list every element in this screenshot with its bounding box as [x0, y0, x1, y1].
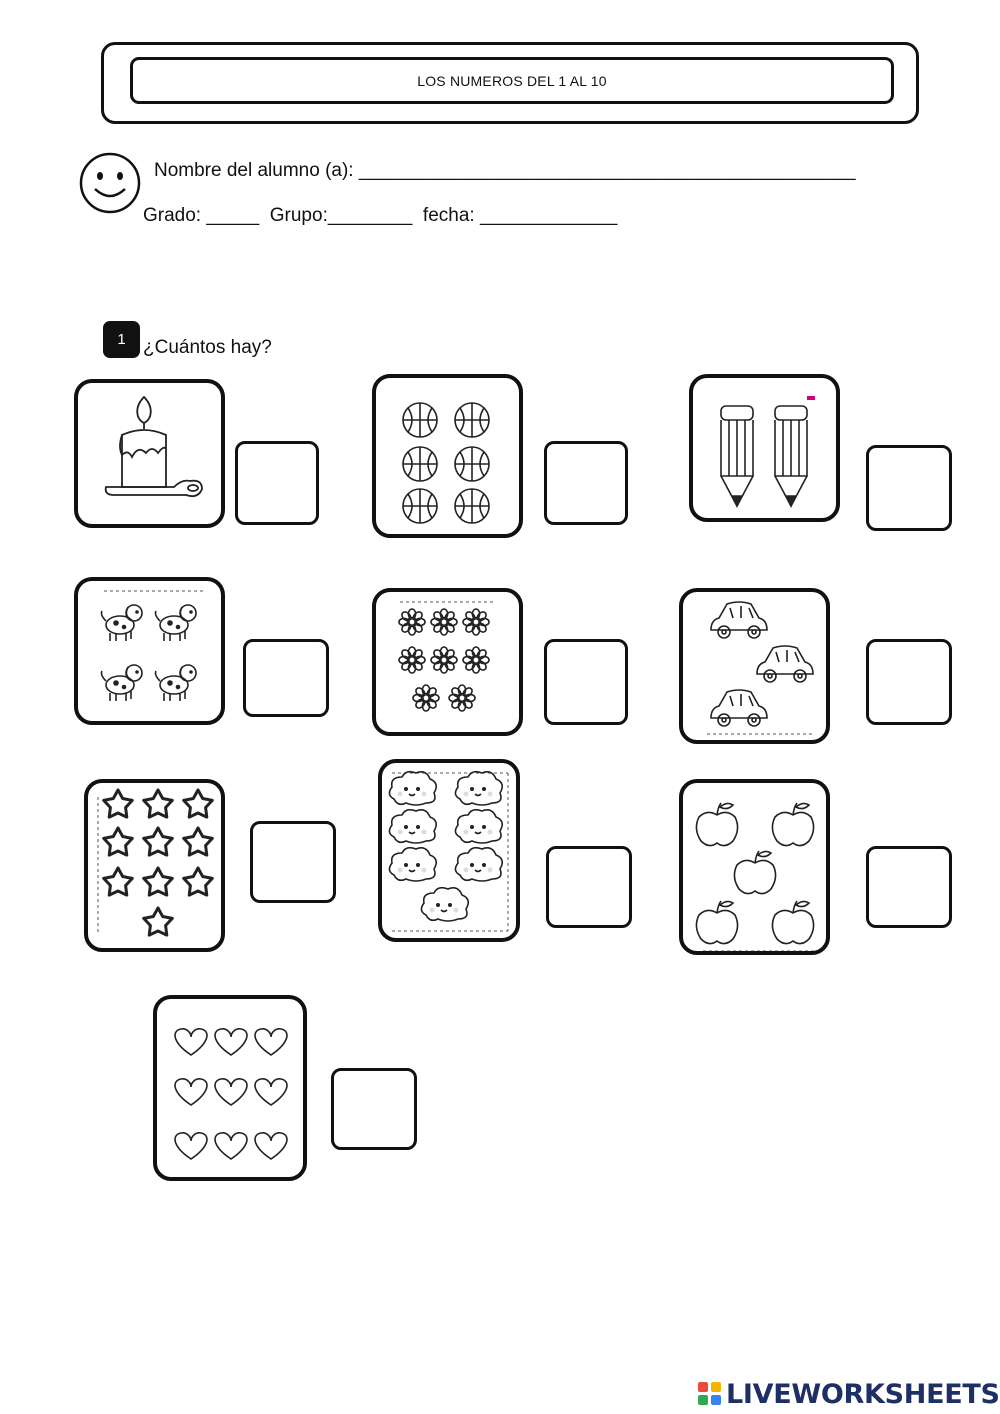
pencil	[775, 406, 807, 506]
star	[184, 868, 213, 895]
puppy	[156, 665, 197, 701]
pencil	[721, 406, 753, 506]
picture-card-hearts	[153, 995, 307, 1181]
answer-box-1[interactable]	[235, 441, 319, 525]
cloud	[389, 810, 436, 843]
flower	[463, 609, 489, 635]
flower	[431, 647, 457, 673]
apple	[696, 803, 737, 846]
basketball	[403, 403, 437, 437]
liveworksheets-emblem-icon	[697, 1381, 723, 1407]
car	[711, 690, 767, 726]
heart	[255, 1029, 287, 1055]
cloud	[389, 772, 436, 805]
star	[184, 828, 213, 855]
star	[144, 790, 173, 817]
star-icon	[88, 783, 221, 948]
heart	[255, 1079, 287, 1105]
candle-icon	[78, 383, 221, 524]
apple	[696, 901, 737, 944]
flower	[399, 647, 425, 673]
exercise-number-badge: 1	[103, 321, 140, 358]
cloud	[455, 810, 502, 843]
answer-box-9[interactable]	[866, 846, 952, 928]
picture-card-puppies	[74, 577, 225, 725]
basketball	[403, 489, 437, 523]
pink-mark	[807, 396, 815, 400]
answer-box-4[interactable]	[243, 639, 329, 717]
heart	[175, 1029, 207, 1055]
car-icon	[683, 592, 826, 740]
picture-card-clouds	[378, 759, 520, 942]
heart	[175, 1133, 207, 1159]
basketball	[455, 403, 489, 437]
star	[104, 868, 133, 895]
star	[144, 868, 173, 895]
picture-card-basketballs	[372, 374, 523, 538]
apple	[734, 851, 775, 894]
answer-box-6[interactable]	[866, 639, 952, 725]
puppy	[102, 665, 143, 701]
heart	[215, 1079, 247, 1105]
heart	[215, 1029, 247, 1055]
student-name-label: Nombre del alumno (a): _______________________________________________	[154, 160, 856, 181]
basketball	[455, 447, 489, 481]
exercise-instruction: ¿Cuántos hay?	[143, 337, 272, 358]
cloud	[389, 848, 436, 881]
flower	[449, 685, 475, 711]
picture-card-candle	[74, 379, 225, 528]
apple	[772, 803, 813, 846]
puppy-icon	[78, 581, 221, 721]
picture-card-flowers	[372, 588, 523, 736]
smiley-icon	[78, 151, 142, 215]
apple-icon	[683, 783, 826, 951]
heart-icon	[157, 999, 303, 1177]
heart	[255, 1133, 287, 1159]
liveworksheets-logo	[697, 1374, 1000, 1414]
flower	[431, 609, 457, 635]
answer-box-8[interactable]	[546, 846, 632, 928]
basketball-icon	[376, 378, 519, 534]
car	[711, 602, 767, 638]
picture-card-apples	[679, 779, 830, 955]
flower	[413, 685, 439, 711]
apple	[772, 901, 813, 944]
car	[757, 646, 813, 682]
star	[144, 828, 173, 855]
puppy	[156, 605, 197, 641]
star	[144, 908, 173, 935]
star	[104, 790, 133, 817]
answer-box-7[interactable]	[250, 821, 336, 903]
worksheet-title: LOS NUMEROS DEL 1 AL 10	[130, 57, 894, 104]
liveworksheets-logo-text: LIVEWORKSHEETS	[726, 1378, 1000, 1410]
flower-icon	[376, 592, 519, 732]
basketball	[403, 447, 437, 481]
picture-card-pencils	[689, 374, 840, 522]
answer-box-3[interactable]	[866, 445, 952, 531]
cloud	[421, 888, 468, 921]
cloud	[455, 848, 502, 881]
flower	[399, 609, 425, 635]
pencil-icon	[693, 378, 836, 518]
cloud	[455, 772, 502, 805]
cloud-icon	[382, 763, 516, 938]
star	[104, 828, 133, 855]
flower	[463, 647, 489, 673]
answer-box-5[interactable]	[544, 639, 628, 725]
answer-box-2[interactable]	[544, 441, 628, 525]
grade-group-date-line: Grado: _____ Grupo:________ fecha: _____________	[143, 205, 618, 226]
heart	[215, 1133, 247, 1159]
picture-card-stars	[84, 779, 225, 952]
basketball	[455, 489, 489, 523]
star	[184, 790, 213, 817]
heart	[175, 1079, 207, 1105]
puppy	[102, 605, 143, 641]
answer-box-10[interactable]	[331, 1068, 417, 1150]
picture-card-cars	[679, 588, 830, 744]
